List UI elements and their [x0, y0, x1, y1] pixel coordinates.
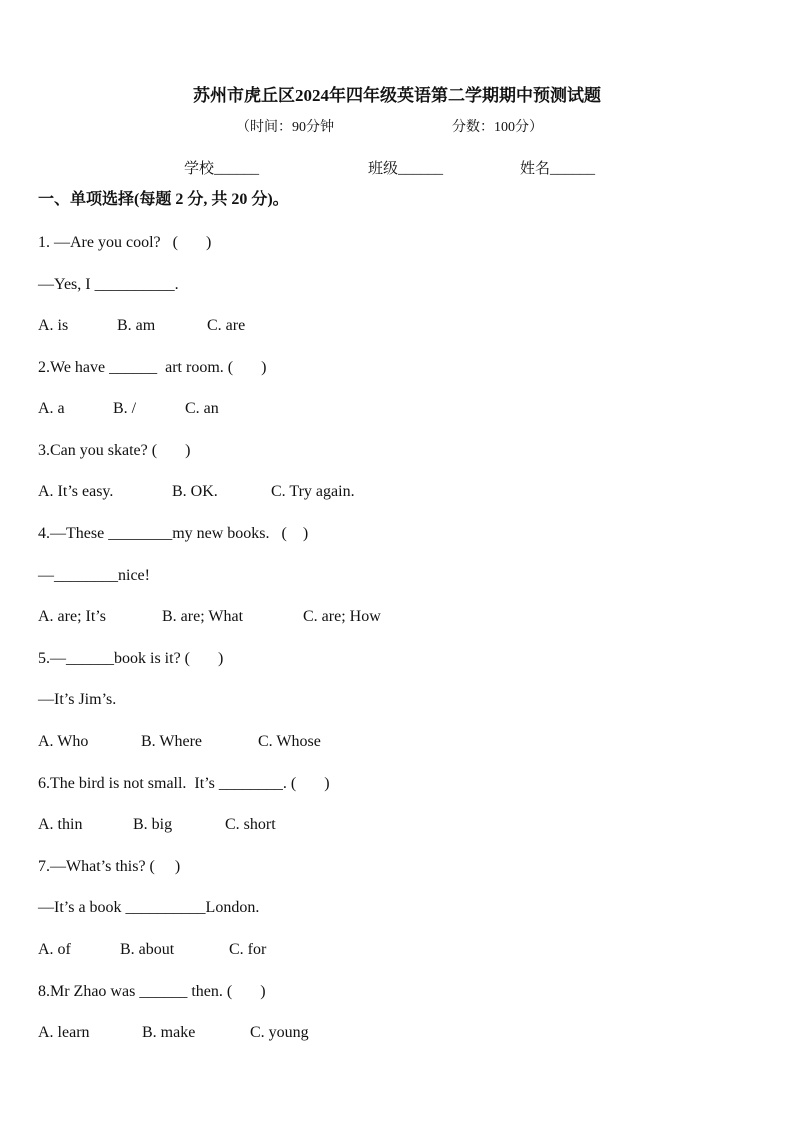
question-line: —It’s Jim’s.	[38, 691, 117, 708]
option-a: A. are; It’s	[38, 608, 106, 625]
class-field: 班级______	[368, 161, 444, 177]
school-field: 学校______	[184, 161, 260, 177]
question-line: 6.The bird is not small. It’s ________. ( )	[38, 775, 330, 792]
option-c: C. an	[185, 400, 219, 417]
question-line: —Yes, I __________.	[38, 276, 179, 293]
option-b: B. big	[133, 816, 173, 833]
option-c: C. young	[250, 1024, 309, 1041]
option-a: A. of	[38, 941, 71, 958]
question-line: 8.Mr Zhao was ______ then. ( )	[38, 983, 266, 1000]
option-a: A. It’s easy.	[38, 483, 114, 500]
section-heading: 一、单项选择(每题 2 分, 共 20 分)。	[38, 191, 289, 208]
option-c: C. short	[225, 816, 276, 833]
option-c: C. Whose	[258, 733, 321, 750]
option-b: B. make	[142, 1024, 196, 1041]
option-b: B. Where	[141, 733, 203, 750]
question-line: 1. —Are you cool? ( )	[38, 234, 212, 251]
page-title: 苏州市虎丘区2024年四年级英语第二学期期中预测试题	[193, 86, 601, 105]
option-b: B. am	[117, 317, 156, 334]
name-field: 姓名______	[520, 161, 596, 177]
option-c: C. for	[229, 941, 267, 958]
question-line: —________nice!	[38, 567, 150, 584]
question-line: 7.—What’s this? ( )	[38, 858, 181, 875]
option-a: A. is	[38, 317, 69, 334]
exam-score: 分数：100分）	[452, 120, 543, 135]
option-b: B. OK.	[172, 483, 218, 500]
option-c: C. Try again.	[271, 483, 355, 500]
exam-time: （时间：90分钟	[236, 120, 334, 135]
option-c: C. are; How	[303, 608, 381, 625]
option-a: A. thin	[38, 816, 83, 833]
question-line: 5.—______book is it? ( )	[38, 650, 224, 667]
option-a: A. learn	[38, 1024, 90, 1041]
option-a: A. a	[38, 400, 65, 417]
question-line: 4.—These ________my new books. ( )	[38, 525, 309, 542]
option-b: B. are; What	[162, 608, 244, 625]
question-line: —It’s a book __________London.	[38, 899, 260, 916]
option-a: A. Who	[38, 733, 89, 750]
option-b: B. /	[113, 400, 137, 417]
question-line: 2.We have ______ art room. ( )	[38, 359, 267, 376]
option-b: B. about	[120, 941, 175, 958]
question-line: 3.Can you skate? ( )	[38, 442, 191, 459]
option-c: C. are	[207, 317, 246, 334]
